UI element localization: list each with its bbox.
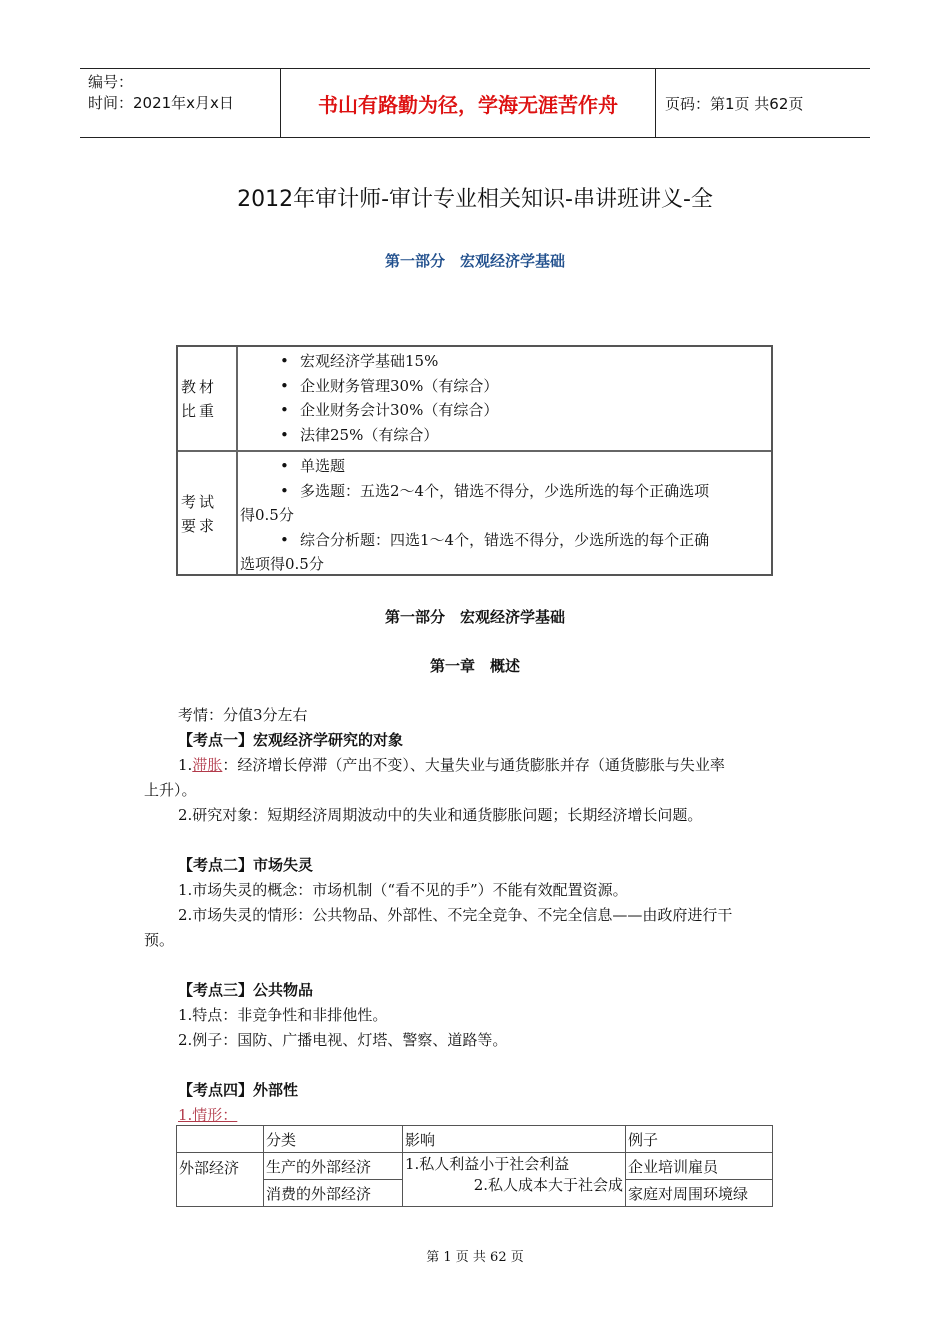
impact-line: 1.私人利益小于社会利益 xyxy=(405,1155,570,1173)
weight-label: 教材比重 xyxy=(178,347,238,450)
table-cell: 消费的外部经济 xyxy=(264,1180,403,1207)
situation-link[interactable]: 1.情形： xyxy=(178,1106,238,1124)
list-item-continuation: 选项得0.5分 xyxy=(240,555,324,573)
table-cell: 企业培训雇员 xyxy=(626,1153,773,1180)
list-item: • 综合分析题：四选1～4个，错选不得分，少选所选的每个正确 xyxy=(280,530,710,549)
table-row xyxy=(177,1153,773,1180)
list-item: • 法律25%（有综合） xyxy=(280,425,439,444)
header-code: 编号： xyxy=(88,73,134,91)
table-cell: 例子 xyxy=(626,1126,773,1153)
page-header xyxy=(80,68,870,138)
content-block xyxy=(144,703,816,828)
list-item-continuation: 得0.5分 xyxy=(240,506,294,524)
header-page-info: 页码：第1页 共62页 xyxy=(665,94,804,113)
kp3-para2: 2.例子：国防、广播电视、灯塔、警察、道路等。 xyxy=(178,1031,508,1049)
kp2-para2: 2.市场失灵的情形：公共物品、外部性、不完全竞争、不完全信息——由政府进行干 xyxy=(178,906,733,924)
kp3-title: 【考点三】公共物品 xyxy=(178,981,314,999)
kp1-para1: 1.滞胀：经济增长停滞（产出不变）、大量失业与通货膨胀并存（通货膨胀与失业率 xyxy=(178,756,725,774)
table-cell: 外部经济 xyxy=(177,1153,264,1207)
kp2-title: 【考点二】市场失灵 xyxy=(178,856,314,874)
part-heading-blue: 第一部分 宏观经济学基础 xyxy=(384,252,565,270)
kp1-title: 【考点一】宏观经济学研究的对象 xyxy=(178,731,404,749)
chapter-heading: 第一章 概述 xyxy=(429,657,520,675)
stagflation-link[interactable]: 滞胀 xyxy=(192,756,223,774)
list-item: • 企业财务管理30%（有综合） xyxy=(280,376,499,395)
part-heading: 第一部分 宏观经济学基础 xyxy=(384,608,565,626)
weight-list xyxy=(240,349,769,447)
table-header-row xyxy=(177,1126,773,1153)
document-title: 2012年审计师-审计专业相关知识-串讲班讲义-全 xyxy=(237,187,713,212)
exam-overview-table xyxy=(176,345,773,576)
table-cell: 家庭对周围环境绿 xyxy=(626,1180,773,1207)
requirement-list xyxy=(240,454,769,577)
list-item: • 企业财务会计30%（有综合） xyxy=(280,401,499,419)
content-block xyxy=(144,978,816,1053)
kp2-para2-cont: 预。 xyxy=(144,931,175,949)
exam-info: 考情：分值3分左右 xyxy=(178,706,308,724)
table-cell: 分类 xyxy=(264,1126,403,1153)
kp1-para2: 2.研究对象：短期经济周期波动中的失业和通货膨胀问题；长期经济增长问题。 xyxy=(178,806,703,824)
table-cell xyxy=(177,1126,264,1153)
list-item: • 宏观经济学基础15% xyxy=(280,352,439,370)
externality-table xyxy=(176,1125,773,1207)
weight-row xyxy=(178,347,771,452)
header-time: 时间：2021年x月x日 xyxy=(88,94,234,112)
content-block xyxy=(144,1078,816,1128)
kp4-title: 【考点四】外部性 xyxy=(178,1081,299,1099)
kp3-para1: 1.特点：非竞争性和非排他性。 xyxy=(178,1006,388,1024)
page-footer: 第 1 页 共 62 页 xyxy=(426,1250,524,1265)
impact-line: 2.私人成本大于社会成 xyxy=(473,1176,623,1194)
header-meta xyxy=(80,69,280,137)
list-item: • 单选题 xyxy=(280,457,346,475)
table-cell: 生产的外部经济 xyxy=(264,1153,403,1180)
list-item: • 多选题：五选2～4个，错选不得分，少选所选的每个正确选项 xyxy=(280,481,710,500)
content-block xyxy=(144,853,816,953)
requirement-row xyxy=(178,452,771,574)
kp2-para1: 1.市场失灵的概念：市场机制（“看不见的手”）不能有效配置资源。 xyxy=(178,881,628,899)
table-cell: 影响 xyxy=(403,1126,626,1153)
requirement-label: 考试要求 xyxy=(178,452,238,574)
table-cell xyxy=(403,1153,626,1207)
header-motto: 书山有路勤为径，学海无涯苦作舟 xyxy=(280,69,656,137)
kp1-para1-cont: 上升）。 xyxy=(144,781,197,799)
